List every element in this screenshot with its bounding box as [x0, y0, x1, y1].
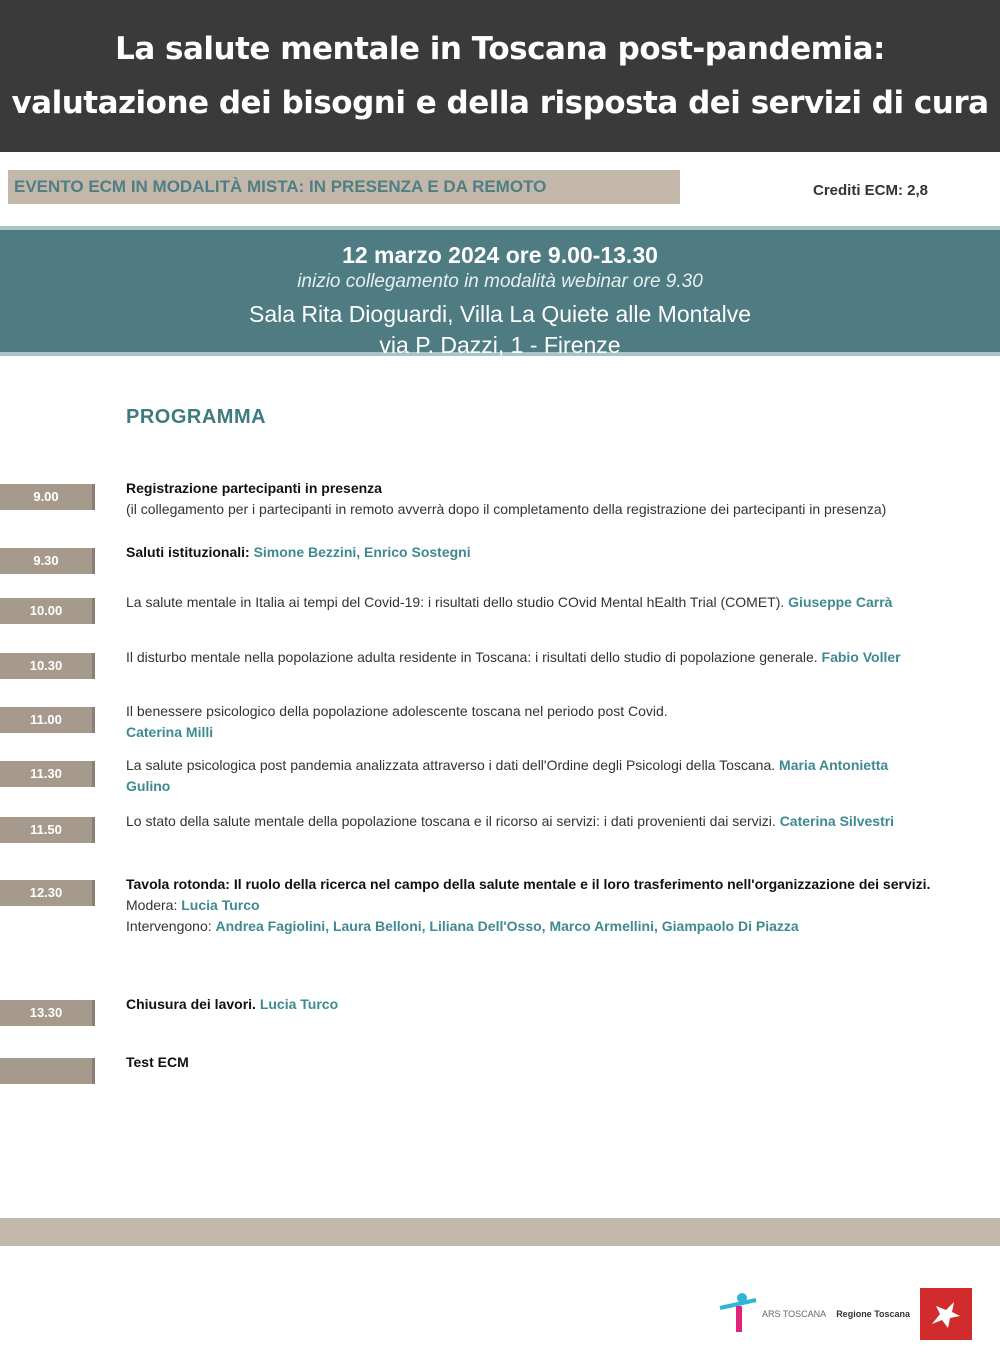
program-description: [126, 811, 931, 832]
time-label: 11.50: [0, 817, 95, 843]
event-info-band: [0, 226, 1000, 356]
title-banner: [0, 0, 1000, 152]
pegasus-icon: [926, 1294, 966, 1334]
ars-label: ARS TOSCANA: [762, 1309, 827, 1319]
title-line-2: valutazione dei bisogni e della risposta dei servizi di cura: [11, 85, 989, 121]
program-description: Saluti istituzionali: Simone Bezzini, Enrico Sostegni: [126, 544, 471, 560]
footer-logos: [718, 1288, 972, 1340]
ars-toscana-logo: [718, 1290, 826, 1338]
panel-speakers: Andrea Fagiolini, Laura Belloni, Liliana Dell'Osso, Marco Armellini, Giampaolo Di Piazza: [215, 918, 799, 934]
time-label: 12.30: [0, 880, 95, 906]
item-text: Lo stato della salute mentale della popolazione toscana e il ricorso ai servizi: i dati provenienti dai servizi.: [126, 813, 776, 829]
item-speakers: Caterina Milli: [126, 724, 214, 740]
event-date: 12 marzo 2024 ore 9.00-13.30: [342, 242, 658, 268]
moderator-name: Lucia Turco: [181, 897, 260, 913]
item-speakers: Caterina Silvestri: [779, 813, 895, 829]
program-description: [126, 994, 931, 1015]
title-line-1: La salute mentale in Toscana post-pandemia:: [115, 31, 885, 67]
item-speakers: Lucia Turco: [259, 996, 339, 1012]
event-address: via P. Dazzi, 1 - Firenze: [379, 332, 621, 358]
item-speakers: Maria Antonietta Gulino: [126, 757, 889, 794]
item-text: La salute psicologica post pandemia analizzata attraverso i dati dell'Ordine degli Psicologi della Toscana.: [126, 757, 776, 773]
program-description: [126, 701, 931, 743]
footer-band: [0, 1218, 1000, 1246]
time-label: 9.30: [0, 548, 95, 574]
item-speakers: Giuseppe Carrà: [788, 594, 893, 610]
item-title: Saluti istituzionali: [126, 544, 246, 560]
item-text: La salute mentale in Italia ai tempi del Covid-19: i risultati dello studio COvid Mental hEalth Trial (COMET).: [126, 594, 785, 610]
item-text: Il benessere psicologico della popolazione adolescente toscana nel periodo post Covid.: [126, 703, 668, 719]
ecm-credits: Crediti ECM: 2,8: [813, 182, 929, 199]
panel-label: Intervengono:: [126, 918, 212, 934]
time-label: 10.00: [0, 598, 95, 624]
item-speakers: Simone Bezzini, Enrico Sostegni: [253, 544, 471, 560]
program-description: [126, 1052, 931, 1073]
regione-toscana-logo: [920, 1288, 972, 1340]
moderator-label: Modera:: [126, 897, 178, 913]
time-label: 9.00: [0, 484, 95, 510]
program-description: [126, 755, 931, 797]
item-title: Registrazione partecipanti in presenza: [126, 480, 382, 496]
time-label: 10.30: [0, 653, 95, 679]
webinar-note: inizio collegamento in modalità webinar ore 9.30: [297, 271, 703, 292]
program-description: [126, 874, 931, 937]
time-label: 13.30: [0, 1000, 95, 1026]
program-description: [126, 592, 931, 613]
time-label: 11.30: [0, 761, 95, 787]
item-title: Tavola rotonda: Il ruolo della ricerca nel campo della salute mentale e il loro trasferimento nell'organizzazione dei servizi.: [126, 876, 931, 892]
time-label: 11.00: [0, 707, 95, 733]
program-description: [126, 478, 931, 520]
event-venue: Sala Rita Dioguardi, Villa La Quiete alle Montalve: [248, 301, 752, 327]
item-title: Chiusura dei lavori.: [126, 996, 256, 1012]
time-label: [0, 1058, 95, 1084]
regione-label: Regione Toscana: [836, 1309, 911, 1319]
item-text: (il collegamento per i partecipanti in remoto avverrà dopo il completamento della registrazione dei partecipanti in presenza): [126, 501, 887, 517]
programma-heading: PROGRAMMA: [126, 406, 267, 428]
item-speakers: Fabio Voller: [821, 649, 901, 665]
program-description: [126, 647, 931, 668]
ars-figure-icon: [718, 1290, 758, 1338]
ecm-mode-badge: EVENTO ECM IN MODALITÀ MISTA: IN PRESENZA E DA REMOTO: [8, 170, 680, 204]
item-text: Il disturbo mentale nella popolazione adulta residente in Toscana: i risultati dello studio di popolazione generale.: [126, 649, 818, 665]
item-title: Test ECM: [126, 1054, 189, 1070]
